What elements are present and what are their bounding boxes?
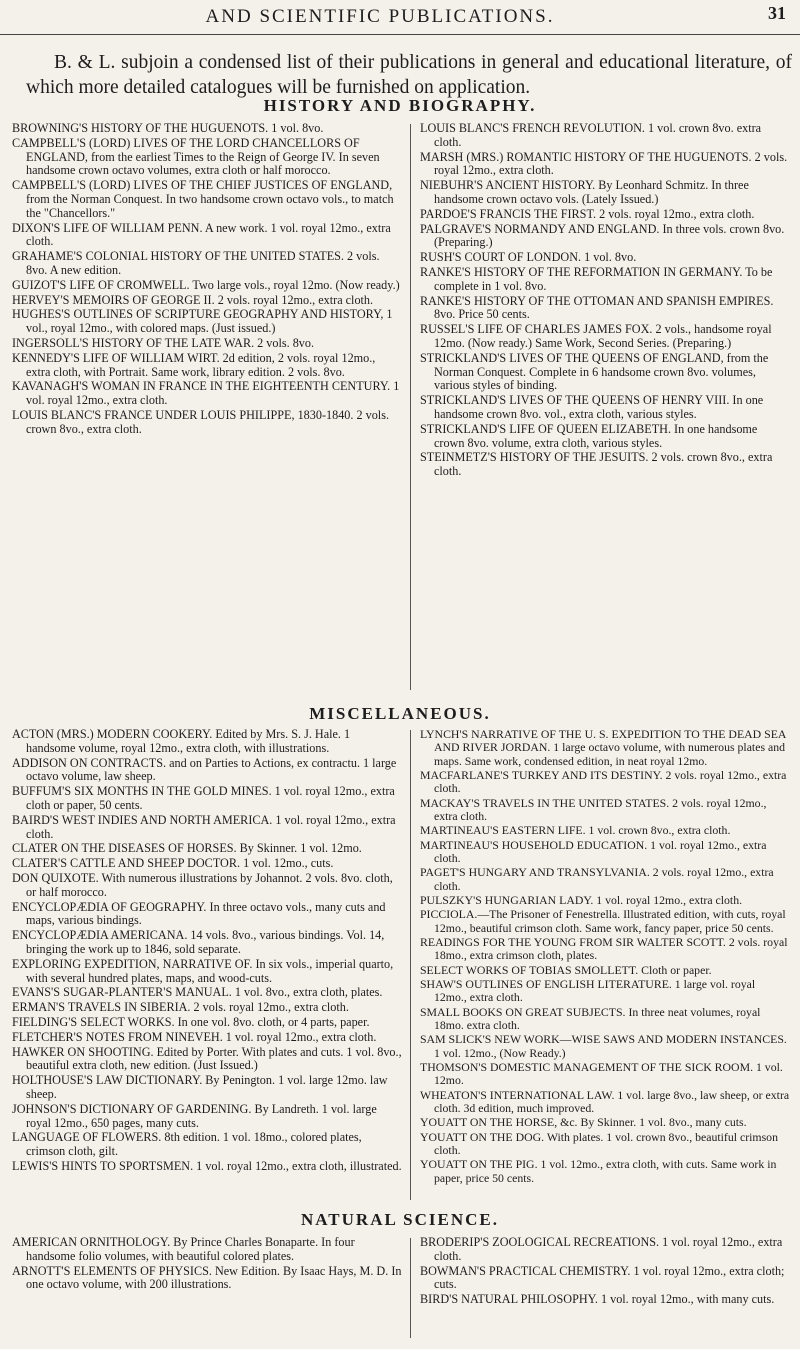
catalogue-entry: MARSH (MRS.) ROMANTIC HISTORY OF THE HUGUENOTS. 2 vols. royal 12mo., extra cloth. — [420, 149, 788, 178]
catalogue-entry: RUSH'S COURT OF LONDON. 1 vol. 8vo. — [420, 250, 637, 265]
catalogue-entry: JOHNSON'S DICTIONARY OF GARDENING. By Landreth. 1 vol. large royal 12mo., 650 pages, many cuts. — [12, 1101, 377, 1130]
catalogue-entry: EXPLORING EXPEDITION, NARRATIVE OF. In six vols., imperial quarto, with several hundred plates, maps, and wood-cuts. — [12, 956, 394, 985]
catalogue-entry: STRICKLAND'S LIFE OF QUEEN ELIZABETH. In one handsome crown 8vo. volume, extra cloth, various styles. — [420, 421, 758, 450]
catalogue-entry: MARTINEAU'S EASTERN LIFE. 1 vol. crown 8vo., extra cloth. — [420, 823, 731, 838]
catalogue-entry: LEWIS'S HINTS TO SPORTSMEN. 1 vol. royal 12mo., extra cloth, illustrated. — [12, 1158, 402, 1173]
catalogue-entry: BUFFUM'S SIX MONTHS IN THE GOLD MINES. 1 vol. royal 12mo., extra cloth or paper, 50 cents. — [12, 784, 395, 812]
section-heading-natural-science: NATURAL SCIENCE. — [301, 1210, 499, 1229]
catalogue-entry: CAMPBELL'S (LORD) LIVES OF THE LORD CHANCELLORS OF ENGLAND, from the earliest Times to the Reign of George IV. In seven handsome crown octavo volumes, extra cloth or half morocco. — [12, 135, 380, 178]
catalogue-entry: BRODERIP'S ZOOLOGICAL RECREATIONS. 1 vol. royal 12mo., extra cloth. — [420, 1236, 783, 1263]
miscellaneous-left-column — [12, 728, 402, 1203]
catalogue-entry: ACTON (MRS.) MODERN COOKERY. Edited by Mrs. S. J. Hale. 1 handsome volume, royal 12mo., extra cloth, with illustrations. — [12, 728, 351, 755]
column-divider — [410, 124, 411, 690]
catalogue-entry: CAMPBELL'S (LORD) LIVES OF THE CHIEF JUSTICES OF ENGLAND, from the Norman Conquest. In two handsome crown octavo vols., to match the "Chancellors." — [12, 178, 394, 220]
catalogue-entry: RANKE'S HISTORY OF THE REFORMATION IN GERMANY. To be complete in 1 vol. 8vo. — [420, 264, 773, 293]
catalogue-entry: LANGUAGE OF FLOWERS. 8th edition. 1 vol. 18mo., colored plates, crimson cloth, gilt. — [12, 1130, 362, 1159]
catalogue-entry: KENNEDY'S LIFE OF WILLIAM WIRT. 2d edition, 2 vols. royal 12mo., extra cloth, with Portrait. Same work, library edition. 2 vols. 8vo. — [12, 350, 376, 379]
catalogue-entry: SELECT WORKS OF TOBIAS SMOLLETT. Cloth or paper. — [420, 962, 712, 977]
catalogue-entry: ERMAN'S TRAVELS IN SIBERIA. 2 vols. royal 12mo., extra cloth. — [12, 1000, 349, 1015]
running-title: AND SCIENTIFIC PUBLICATIONS. — [205, 6, 555, 27]
catalogue-entry: PARDOE'S FRANCIS THE FIRST. 2 vols. royal 12mo., extra cloth. — [420, 206, 755, 221]
catalogue-entry: LOUIS BLANC'S FRANCE UNDER LOUIS PHILIPPE, 1830-1840. 2 vols. crown 8vo., extra cloth. — [12, 407, 389, 436]
catalogue-entry: THOMSON'S DOMESTIC MANAGEMENT OF THE SICK ROOM. 1 vol. 12mo. — [420, 1059, 783, 1088]
catalogue-entry: GRAHAME'S COLONIAL HISTORY OF THE UNITED STATES. 2 vols. 8vo. A new edition. — [12, 249, 380, 277]
catalogue-entry: MACKAY'S TRAVELS IN THE UNITED STATES. 2 vols. royal 12mo., extra cloth. — [420, 795, 767, 823]
catalogue-entry: BROWNING'S HISTORY OF THE HUGUENOTS. 1 vol. 8vo. — [12, 122, 324, 135]
catalogue-entry: FIELDING'S SELECT WORKS. In one vol. 8vo. cloth, or 4 parts, paper. — [12, 1014, 370, 1029]
intro-paragraph: B. & L. subjoin a condensed list of their publications in general and educational literature, of which more detailed catalogues will be furnished on application. — [26, 52, 792, 98]
history-left-column — [12, 122, 402, 696]
section-heading-history: HISTORY AND BIOGRAPHY. — [263, 96, 537, 115]
catalogue-entry: FLETCHER'S NOTES FROM NINEVEH. 1 vol. royal 12mo., extra cloth. — [12, 1029, 377, 1044]
catalogue-entry: RUSSEL'S LIFE OF CHARLES JAMES FOX. 2 vols., handsome royal 12mo. (Now ready.) Same Work, Second Series. (Preparing.) — [420, 322, 772, 350]
catalogue-entry: LOUIS BLANC'S FRENCH REVOLUTION. 1 vol. crown 8vo. extra cloth. — [420, 122, 762, 149]
catalogue-entry: MARTINEAU'S HOUSEHOLD EDUCATION. 1 vol. royal 12mo., extra cloth. — [420, 837, 767, 865]
catalogue-entry: HOLTHOUSE'S LAW DICTIONARY. By Penington. 1 vol. large 12mo. law sheep. — [12, 1073, 388, 1101]
catalogue-entry: WHEATON'S INTERNATIONAL LAW. 1 vol. large 8vo., law sheep, or extra cloth. 3d edition, much improved. — [420, 1087, 790, 1115]
catalogue-entry: DON QUIXOTE. With numerous illustrations by Johannot. 2 vols. 8vo. cloth, or half morocco. — [12, 870, 393, 899]
section-heading-miscellaneous: MISCELLANEOUS. — [309, 704, 491, 723]
catalogue-entry: SMALL BOOKS ON GREAT SUBJECTS. In three neat volumes, royal 18mo. extra cloth. — [420, 1004, 761, 1032]
catalogue-entry: DIXON'S LIFE OF WILLIAM PENN. A new work. 1 vol. royal 12mo., extra cloth. — [12, 220, 391, 249]
catalogue-entry: READINGS FOR THE YOUNG FROM SIR WALTER SCOTT. 2 vols. royal 18mo., extra crimson cloth, plates. — [420, 934, 788, 963]
catalogue-entry: BIRD'S NATURAL PHILOSOPHY. 1 vol. royal 12mo., with many cuts. — [420, 1292, 775, 1307]
catalogue-entry: STRICKLAND'S LIVES OF THE QUEENS OF HENRY VIII. In one handsome crown 8vo. vol., extra cloth, various styles. — [420, 393, 764, 421]
catalogue-entry: INGERSOLL'S HISTORY OF THE LATE WAR. 2 vols. 8vo. — [12, 335, 315, 350]
catalogue-entry: KAVANAGH'S WOMAN IN FRANCE IN THE EIGHTEENTH CENTURY. 1 vol. royal 12mo., extra cloth. — [12, 379, 400, 408]
catalogue-entry: LYNCH'S NARRATIVE OF THE U. S. EXPEDITION TO THE DEAD SEA AND RIVER JORDAN. 1 large octavo volume, with numerous plates and maps. Same work, condensed edition, in neat royal 12mo. — [420, 728, 786, 768]
page-number: 31 — [768, 3, 786, 23]
catalogue-entry: YOUATT ON THE HORSE, &c. By Skinner. 1 vol. 8vo., many cuts. — [420, 1115, 747, 1130]
catalogue-entry: HERVEY'S MEMOIRS OF GEORGE II. 2 vols. royal 12mo., extra cloth. — [12, 292, 374, 307]
catalogue-entry: YOUATT ON THE DOG. With plates. 1 vol. crown 8vo., beautiful crimson cloth. — [420, 1129, 778, 1157]
catalogue-entry: BOWMAN'S PRACTICAL CHEMISTRY. 1 vol. royal 12mo., extra cloth; cuts. — [420, 1263, 785, 1292]
catalogue-entry: SHAW'S OUTLINES OF ENGLISH LITERATURE. 1 large vol. royal 12mo., extra cloth. — [420, 976, 756, 1005]
catalogue-entry: AMERICAN ORNITHOLOGY. By Prince Charles Bonaparte. In four handsome folio volumes, with beautiful colored plates. — [12, 1236, 355, 1263]
running-head — [0, 0, 800, 35]
catalogue-entry: PULSZKY'S HUNGARIAN LADY. 1 vol. royal 12mo., extra cloth. — [420, 892, 743, 907]
catalogue-entry: ENCYCLOPÆDIA AMERICANA. 14 vols. 8vo., various bindings. Vol. 14, bringing the work up to 1846, sold separate. — [12, 928, 385, 956]
catalogue-entry: CLATER'S CATTLE AND SHEEP DOCTOR. 1 vol. 12mo., cuts. — [12, 856, 334, 871]
catalogue-entry: ADDISON ON CONTRACTS. and on Parties to Actions, ex contractu. 1 large octavo volume, law sheep. — [12, 755, 397, 784]
catalogue-entry: MACFARLANE'S TURKEY AND ITS DESTINY. 2 vols. royal 12mo., extra cloth. — [420, 767, 787, 796]
catalogue-entry: BAIRD'S WEST INDIES AND NORTH AMERICA. 1 vol. royal 12mo., extra cloth. — [12, 812, 396, 841]
catalogue-entry: STRICKLAND'S LIVES OF THE QUEENS OF ENGLAND, from the Norman Conquest. Complete in 6 handsome crown 8vo. volumes, various styles of binding. — [420, 350, 769, 393]
catalogue-entry: ENCYCLOPÆDIA OF GEOGRAPHY. In three octavo vols., many cuts and maps, various bindings. — [12, 899, 386, 928]
natural-science-right-column — [420, 1236, 790, 1346]
catalogue-entry: SAM SLICK'S NEW WORK—WISE SAWS AND MODERN INSTANCES. 1 vol. 12mo., (Now Ready.) — [420, 1032, 787, 1060]
column-divider — [410, 730, 411, 1200]
catalogue-entry: PICCIOLA.—The Prisoner of Fenestrella. Illustrated edition, with cuts, royal 12mo., beautiful crimson cloth. Same work, fancy paper, price 50 cents. — [420, 907, 786, 935]
catalogue-entry: ARNOTT'S ELEMENTS OF PHYSICS. New Edition. By Isaac Hays, M. D. In one octavo volume, with 200 illustrations. — [12, 1263, 402, 1292]
catalogue-entry: YOUATT ON THE PIG. 1 vol. 12mo., extra cloth, with cuts. Same work in paper, price 50 cents. — [420, 1157, 777, 1185]
catalogue-entry: HAWKER ON SHOOTING. Edited by Porter. With plates and cuts. 1 vol. 8vo., beautiful extra cloth, new edition. (Just Issued.) — [12, 1044, 402, 1073]
column-divider — [410, 1238, 411, 1338]
catalogue-entry: PALGRAVE'S NORMANDY AND ENGLAND. In three vols. crown 8vo. (Preparing.) — [420, 221, 785, 250]
history-right-column — [420, 122, 790, 696]
catalogue-entry: RANKE'S HISTORY OF THE OTTOMAN AND SPANISH EMPIRES. 8vo. Price 50 cents. — [420, 293, 774, 322]
catalogue-entry: PAGET'S HUNGARY AND TRANSYLVANIA. 2 vols. royal 12mo., extra cloth. — [420, 865, 774, 893]
catalogue-entry: HUGHES'S OUTLINES OF SCRIPTURE GEOGRAPHY AND HISTORY, 1 vol., royal 12mo., with colored maps. (Just issued.) — [12, 307, 393, 336]
catalogue-entry: NIEBUHR'S ANCIENT HISTORY. By Leonhard Schmitz. In three handsome crown octavo vols. (Lately Issued.) — [420, 178, 749, 206]
natural-science-left-column — [12, 1236, 402, 1346]
catalogue-entry: STEINMETZ'S HISTORY OF THE JESUITS. 2 vols. crown 8vo., extra cloth. — [420, 450, 773, 479]
miscellaneous-right-column — [420, 728, 790, 1203]
catalogue-entry: GUIZOT'S LIFE OF CROMWELL. Two large vols., royal 12mo. (Now ready.) — [12, 277, 400, 292]
catalogue-entry: EVANS'S SUGAR-PLANTER'S MANUAL. 1 vol. 8vo., extra cloth, plates. — [12, 985, 383, 1000]
catalogue-entry: CLATER ON THE DISEASES OF HORSES. By Skinner. 1 vol. 12mo. — [12, 841, 362, 856]
